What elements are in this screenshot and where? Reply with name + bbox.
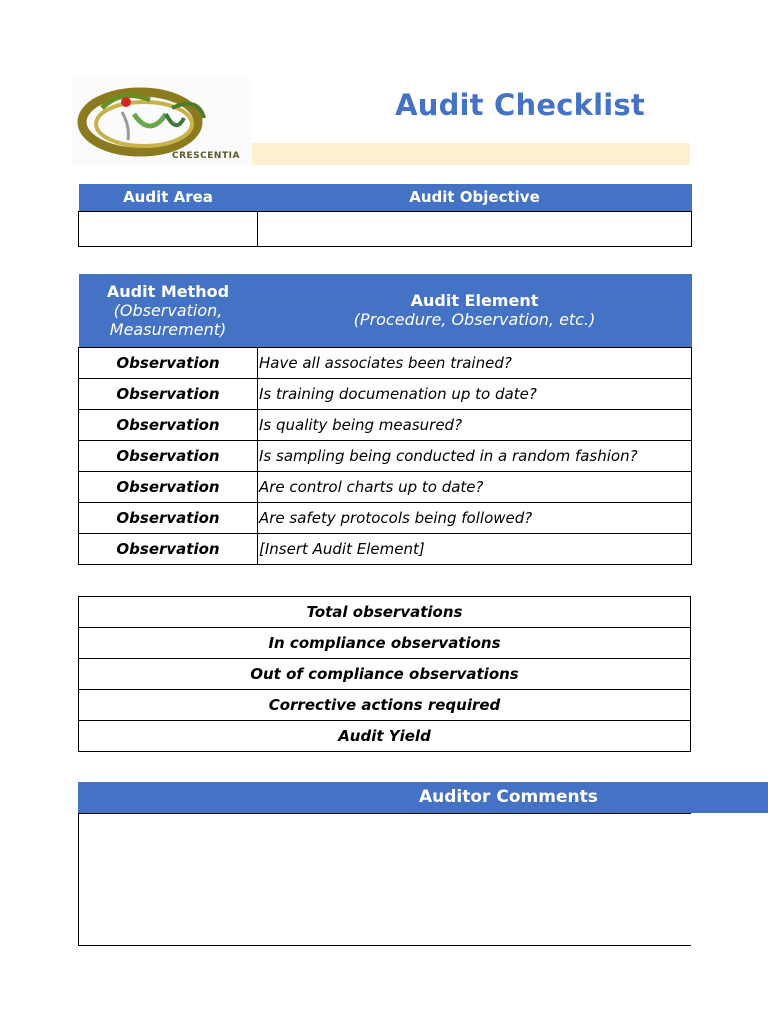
table-row	[79, 659, 691, 690]
table-row	[79, 471, 692, 502]
audit-element-header	[258, 274, 692, 347]
audit-header-row	[79, 184, 692, 211]
method-cell[interactable]: Observation	[79, 502, 258, 533]
out-of-compliance-cell[interactable]: Out of compliance observations	[79, 659, 691, 690]
element-cell[interactable]: Have all associates been trained?	[258, 347, 692, 378]
table-row	[79, 721, 691, 752]
auditor-comments-title: Auditor Comments	[419, 787, 598, 807]
total-observations-cell[interactable]: Total observations	[79, 597, 691, 628]
element-cell[interactable]: Are safety protocols being followed?	[258, 502, 692, 533]
audit-element-header-row	[79, 274, 692, 347]
audit-objective-cell[interactable]	[258, 211, 692, 246]
summary-table	[78, 596, 691, 752]
method-cell[interactable]: Observation	[79, 533, 258, 564]
method-cell[interactable]: Observation	[79, 409, 258, 440]
audit-element-subtitle: (Procedure, Observation, etc.)	[353, 310, 596, 330]
audit-area-cell[interactable]	[79, 211, 258, 246]
audit-yield-cell[interactable]: Audit Yield	[79, 721, 691, 752]
audit-element-table	[78, 274, 692, 565]
audit-element-title: Audit Element	[410, 291, 539, 311]
table-row	[79, 690, 691, 721]
audit-area-header: Audit Area	[79, 184, 258, 211]
title-band	[252, 143, 690, 165]
method-cell[interactable]: Observation	[79, 347, 258, 378]
element-cell[interactable]: Is training documenation up to date?	[258, 378, 692, 409]
corrective-actions-cell[interactable]: Corrective actions required	[79, 690, 691, 721]
table-row	[79, 502, 692, 533]
method-cell[interactable]: Observation	[79, 378, 258, 409]
company-logo	[72, 78, 252, 166]
audit-method-title: Audit Method	[106, 281, 230, 301]
table-row	[79, 440, 692, 471]
element-cell[interactable]: Is quality being measured?	[258, 409, 692, 440]
table-row	[79, 597, 691, 628]
element-cell[interactable]: Are control charts up to date?	[258, 471, 692, 502]
audit-objective-header: Audit Objective	[258, 184, 692, 211]
element-cell[interactable]: [Insert Audit Element]	[258, 533, 692, 564]
logo-text: CRESCENTIA	[172, 151, 240, 161]
audit-method-header	[79, 274, 258, 347]
table-row	[79, 347, 692, 378]
table-row	[79, 628, 691, 659]
method-cell[interactable]: Observation	[79, 440, 258, 471]
audit-header-table	[78, 184, 692, 247]
page-title: Audit Checklist	[395, 88, 645, 122]
table-row	[79, 533, 692, 564]
method-cell[interactable]: Observation	[79, 471, 258, 502]
table-row	[79, 378, 692, 409]
element-cell[interactable]: Is sampling being conducted in a random fashion?	[258, 440, 692, 471]
auditor-comments-header	[78, 782, 768, 813]
auditor-comments-box[interactable]	[78, 813, 691, 946]
in-compliance-cell[interactable]: In compliance observations	[79, 628, 691, 659]
audit-header-input-row	[79, 211, 692, 246]
audit-method-subtitle: (Observation, Measurement)	[109, 300, 227, 339]
logo-icon	[72, 78, 252, 166]
table-row	[79, 409, 692, 440]
